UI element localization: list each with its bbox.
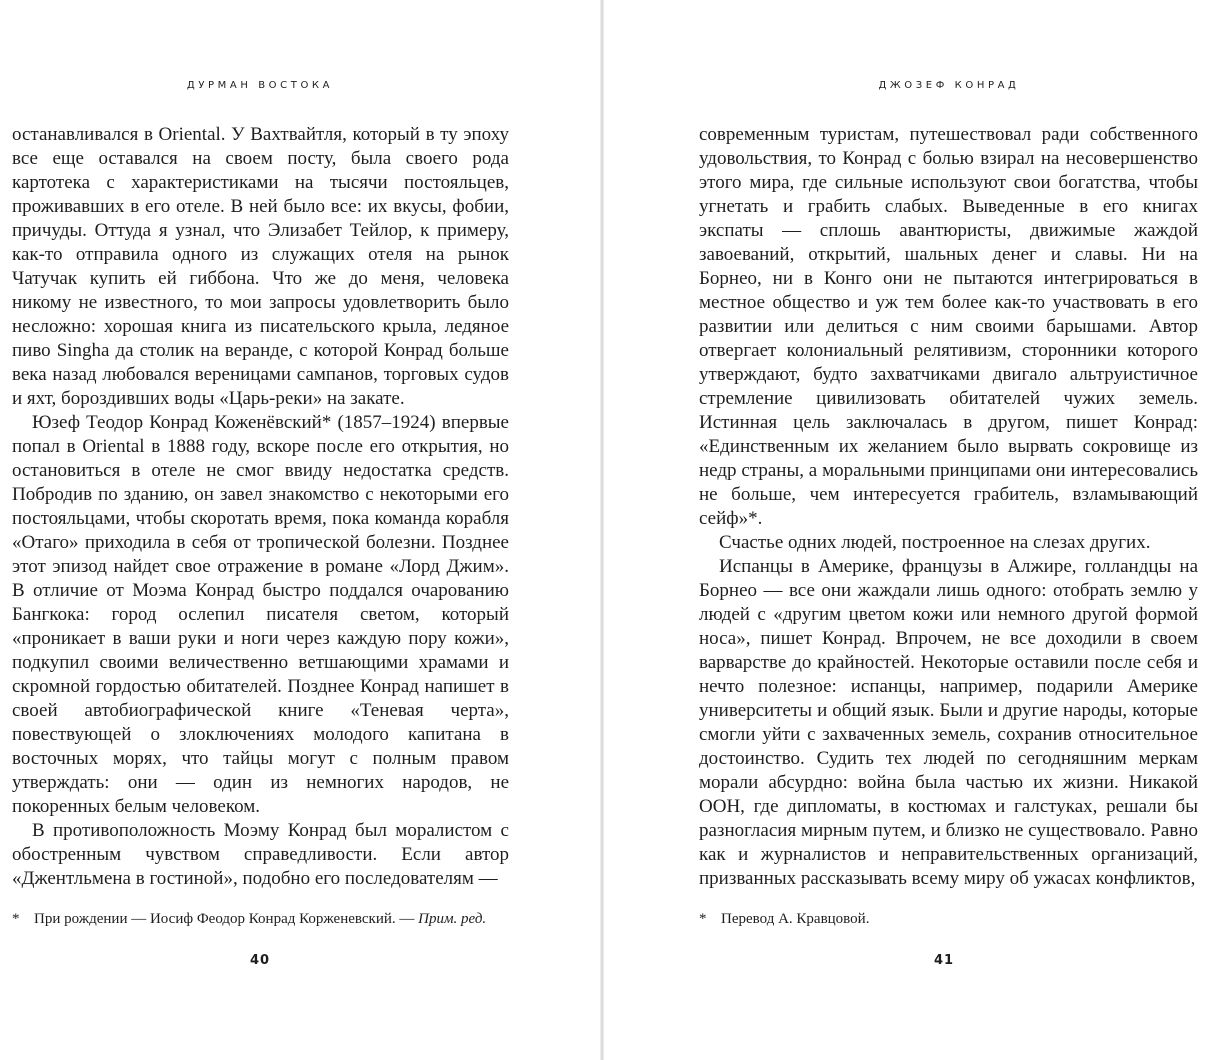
footnote bbox=[699, 909, 1198, 929]
body-text bbox=[699, 123, 1198, 891]
footnote bbox=[12, 909, 509, 929]
body-text bbox=[12, 123, 509, 891]
paragraph: останавливался в Oriental. У Вахтвайтля, который в ту эпоху все еще оставался на своем посту, была своего рода картотека с характеристиками на тысячи постояльцев, проживавших в его отеле. В ней было все: их вкусы, фобии, причуды. Оттуда я узнал, что Элизабет Тейлор, к примеру, как-то отправила одного из служащих отеля на рынок Чатучак купить ей гиббона. Что же до меня, человека никому не известного, то мои запросы удовлетворить было несложно: хорошая книга из писательского крыла, ледяное пиво Singha да столик на веранде, с которой Конрад больше века назад любовался вереницами сампанов, торговых судов и яхт, бороздивших воды «Царь-реки» на закате. bbox=[12, 124, 509, 409]
paragraph: В противоположность Моэму Конрад был моралистом с обостренным чувством справедливости. Если автор «Джентльмена в гостиной», подобно его последователям — bbox=[12, 820, 509, 889]
running-head: ДУРМАН ВОСТОКА bbox=[186, 80, 334, 91]
footnote-editor-note: Прим. ред. bbox=[418, 911, 487, 927]
footnote-text: При рождении — Иосиф Феодор Конрад Корженевский. — bbox=[34, 911, 419, 927]
paragraph: Испанцы в Америке, французы в Алжире, голландцы на Борнео — все они жаждали лишь одного: отобрать землю у людей с «другим цветом кожи или немного другой формой носа», пишет Конрад. Впрочем, не все доходили в своем варварстве до крайностей. Некоторые оставили после себя и нечто полезное: испанцы, например, подарили Америке университеты и общий язык. Были и другие народы, которые смогли уйти с захваченных земель, сохранив относительное достоинство. Судить тех людей по сегодняшним меркам морали абсурдно: война была частью их жизни. Никакой ООН, где дипломаты, в костюмах и галстуках, решали бы разногласия мирным путем, и близко не существовало. Равно как и журналистов и неправительственных организаций, призванных рассказывать всему миру об ужасах конфликтов, bbox=[699, 556, 1198, 889]
paragraph: Юзеф Теодор Конрад Коженёвский* (1857–1924) впервые попал в Oriental в 1888 году, вскоре после его открытия, но остановиться в отеле не смог ввиду недостатка средств. Побродив по зданию, он завел знакомство с некоторыми его постояльцами, чтобы скоротать время, пока команда корабля «Отаго» приходила в себя от тропической болезни. Позднее этот эпизод найдет свое отражение в романе «Лорд Джим». В отличие от Моэма Конрад быстро поддался очарованию Бангкока: город ослепил писателя светом, который «проникает в ваши руки и ноги через каждую пору кожи», подкупил своими величественно ветшающими храмами и скромной гордостью обитателей. Позднее Конрад напишет в своей автобиографической книге «Теневая черта», повествующей о злоключениях молодого капитана в восточных морях, что тайцы могут с полным правом утверждать: они — один из немногих народов, не покоренных белым человеком. bbox=[12, 412, 509, 817]
page-number: 41 bbox=[934, 953, 955, 968]
footnote-marker: * bbox=[699, 911, 707, 927]
page-number: 40 bbox=[250, 953, 271, 968]
right-page bbox=[604, 0, 1208, 1060]
footnote-text: Перевод А. Кравцовой. bbox=[721, 911, 870, 927]
paragraph: Счастье одних людей, построенное на слезах других. bbox=[719, 532, 1151, 553]
footnote-marker: * bbox=[12, 911, 20, 927]
running-head: ДЖОЗЕФ КОНРАД bbox=[878, 80, 1020, 91]
paragraph: современным туристам, путешествовал ради собственного удовольствия, то Конрад с болью взирал на несовершенство этого мира, где сильные используют свои богатства, чтобы угнетать и грабить слабых. Выведенные в его книгах экспаты — сплошь авантюристы, движимые жаждой завоеваний, открытий, шальных денег и славы. Ни на Борнео, ни в Конго они не пытаются интегрироваться в местное общество и уж тем более как-то участвовать в его развитии или делиться с ним своими барышами. Автор отвергает колониальный релятивизм, сторонники которого утверждают, будто захватчиками двигало альтруистичное стремление цивилизовать обитателей чужих земель. Истинная цель заключалась в другом, пишет Конрад: «Единственным их желанием было вырвать сокровище из недр страны, а моральными принципами они интересовались не больше, чем интересуется грабитель, взламывающий сейф»*. bbox=[699, 124, 1198, 529]
